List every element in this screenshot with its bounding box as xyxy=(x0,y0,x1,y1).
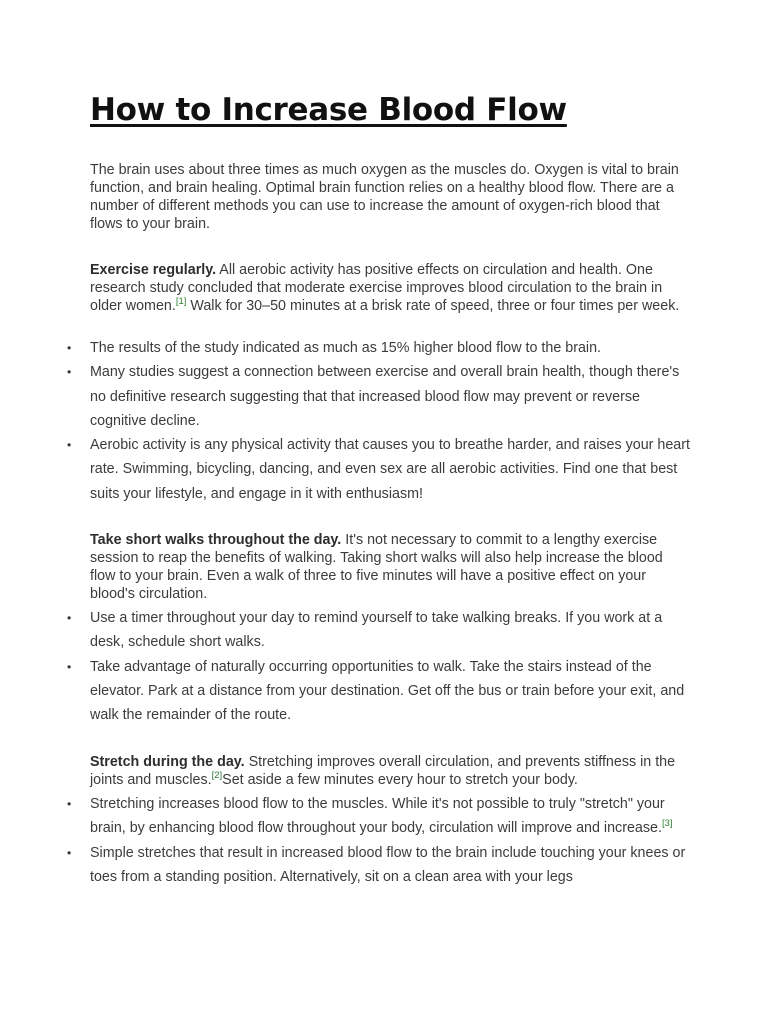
section-walks-bullets xyxy=(67,606,690,727)
bullet-icon: • xyxy=(67,797,72,811)
intro-paragraph: The brain uses about three times as much oxygen as the muscles do. Oxygen is vital to brain function, and brain healing. Optimal brain function relies on a healthy blood flow. There are a number of different methods you can use to increase the amount of oxygen-rich blood that flows to your brain. xyxy=(90,162,679,232)
section-exercise-paragraph xyxy=(90,261,690,315)
section-text: Walk for 30–50 minutes at a brisk rate of speed, three or four times per week. xyxy=(186,298,680,314)
reference-link[interactable]: [2] xyxy=(211,770,223,782)
bullet-icon: • xyxy=(67,611,72,625)
list-item: • The results of the study indicated as much as 15% higher blood flow to the brain. xyxy=(90,336,690,360)
list-item: • Stretching increases blood flow to the muscles. While it's not possible to truly "stretch" your brain, by enhancing blood flow throughout your body, circulation will improve and increase.[3] xyxy=(90,792,690,841)
bullet-icon: • xyxy=(67,845,72,860)
reference-link[interactable]: [1] xyxy=(175,296,187,308)
section-heading: Exercise regularly. xyxy=(90,262,217,278)
page-title: How to Increase Blood Flow xyxy=(90,92,567,128)
section-text: Stretching improves overall circulation, and prevents stiffness in the joints and muscles. xyxy=(90,754,676,788)
section-heading: Stretch during the day. xyxy=(90,754,245,770)
section-walks-paragraph xyxy=(90,531,690,603)
reference-link[interactable]: [3] xyxy=(661,818,673,830)
bullet-icon: • xyxy=(67,659,72,674)
section-stretch-bullets xyxy=(67,792,690,889)
section-exercise-bullets xyxy=(67,336,690,506)
list-item: • Simple stretches that result in increased blood flow to the brain include touching your knees or toes from a standing position. Alternatively, sit on a clean area with your legs xyxy=(90,841,690,890)
list-item: • Use a timer throughout your day to remind yourself to take walking breaks. If you work at a desk, schedule short walks. xyxy=(90,606,690,655)
list-item: • Aerobic activity is any physical activity that causes you to breathe harder, and raises your heart rate. Swimming, bicycling, dancing, and even sex are all aerobic activities. Find one that best suits your lifestyle, and engage in it with enthusiasm! xyxy=(90,433,690,506)
section-heading: Take short walks throughout the day. xyxy=(90,532,342,548)
bullet-icon: • xyxy=(67,341,72,355)
list-item: • Many studies suggest a connection between exercise and overall brain health, though there's no definitive research suggesting that that increased blood flow may prevent or reverse cognitive decline. xyxy=(90,360,690,433)
list-item: • Take advantage of naturally occurring opportunities to walk. Take the stairs instead of the elevator. Park at a distance from your destination. Get off the bus or train before your exit, and walk the remainder of the route. xyxy=(90,655,690,728)
bullet-icon: • xyxy=(67,365,72,380)
section-stretch-paragraph xyxy=(90,753,690,789)
section-text: Set aside a few minutes every hour to stretch your body. xyxy=(222,772,578,788)
bullet-icon: • xyxy=(67,438,72,453)
section-text: It's not necessary to commit to a lengthy exercise session to reap the benefits of walking. Taking short walks will also help increase the blood flow to your brain. Even a walk of three to five minutes will have a positive effect on your blood's circulation. xyxy=(90,532,663,602)
section-text: All aerobic activity has positive effects on circulation and health. One research study concluded that moderate exercise improves blood circulation to the brain in older women. xyxy=(90,262,663,314)
